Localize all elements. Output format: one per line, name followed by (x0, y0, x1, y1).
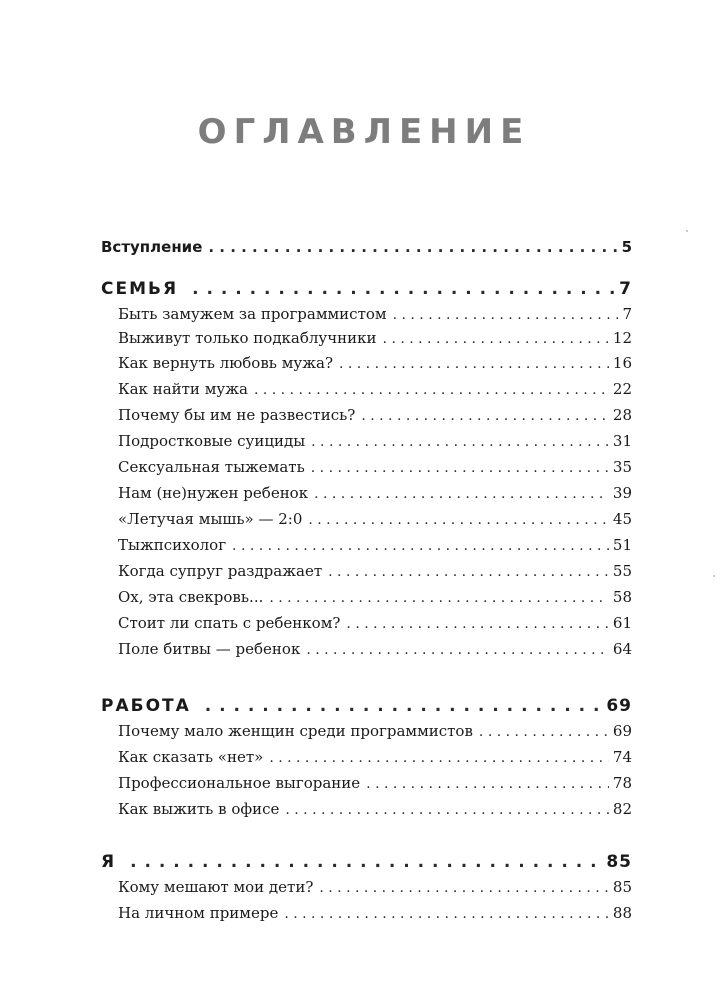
toc-entry[interactable] (118, 484, 632, 502)
toc-entry-title: Вступление (101, 238, 203, 256)
toc-entry-page: 5 (621, 238, 632, 256)
toc-entry-title: Нам (не)нужен ребенок (118, 484, 309, 502)
toc-entry[interactable] (118, 800, 632, 818)
dot-leader (254, 382, 609, 398)
toc-entry-title: Профессиональное выгорание (118, 774, 361, 792)
dot-leader (339, 356, 609, 372)
toc-entry-page: 28 (612, 406, 632, 424)
toc-section-title: РАБОТА (101, 696, 191, 716)
toc-entry-title: Стоит ли спать с ребенком? (118, 614, 341, 632)
toc-entry-intro[interactable] (101, 238, 632, 256)
dot-leader (306, 642, 609, 658)
toc-entry[interactable] (118, 432, 632, 450)
toc-entry[interactable] (118, 406, 632, 424)
toc-entry-title: Почему бы им не развестись? (118, 406, 356, 424)
toc-entry-page: 58 (612, 588, 632, 606)
toc-entry-page: 88 (612, 904, 632, 922)
toc-entry-page: 16 (612, 354, 632, 372)
dot-leader (383, 331, 609, 347)
toc-entry[interactable] (118, 380, 632, 398)
toc-entry[interactable] (118, 722, 632, 740)
toc-entry-title: Как выжить в офисе (118, 800, 280, 818)
toc-entry[interactable] (118, 562, 632, 580)
dot-leader (269, 750, 609, 766)
scan-speck (686, 230, 688, 232)
toc-entry-page: 39 (612, 484, 632, 502)
dot-leader (314, 486, 609, 502)
toc-entry-title: «Летучая мышь» — 2:0 (118, 510, 303, 528)
toc-entry-title: Как найти мужа (118, 380, 248, 398)
dot-leader (311, 434, 609, 450)
toc-entry-page: 78 (612, 774, 632, 792)
toc-entry-page: 85 (612, 878, 632, 896)
toc-section-title: Я (101, 852, 117, 872)
toc-entry-title: Кому мешают мои дети? (118, 878, 314, 896)
toc-entry[interactable] (118, 536, 632, 554)
dot-leader (285, 802, 609, 818)
dot-leader (130, 852, 602, 872)
toc-entry-page: 69 (612, 722, 632, 740)
dot-leader (479, 724, 609, 740)
toc-entry-page: 61 (612, 614, 632, 632)
toc-entry[interactable] (118, 878, 632, 896)
toc-section-title: СЕМЬЯ (101, 279, 179, 299)
toc-entry[interactable] (118, 510, 632, 528)
toc-entry-page: 64 (612, 640, 632, 658)
toc-entry-title: Когда супруг раздражает (118, 562, 323, 580)
toc-section-page: 7 (619, 279, 632, 299)
dot-leader (361, 408, 609, 424)
toc-entry-page: 55 (612, 562, 632, 580)
toc-entry-title: Быть замужем за программистом (118, 305, 387, 323)
toc-entry[interactable] (118, 640, 632, 658)
dot-leader (346, 616, 608, 632)
toc-entry-page: 31 (612, 432, 632, 450)
dot-leader (328, 564, 609, 580)
page-title: ОГЛАВЛЕНИЕ (197, 112, 531, 152)
toc-entry-title: Поле битвы — ребенок (118, 640, 301, 658)
toc-section-me[interactable] (101, 852, 632, 872)
toc-entry-page: 51 (612, 536, 632, 554)
toc-entry-title: Как сказать «нет» (118, 748, 264, 766)
toc-section-page: 85 (606, 852, 632, 872)
dot-leader (393, 307, 619, 323)
dot-leader (284, 906, 609, 922)
dot-leader (192, 279, 615, 299)
toc-entry-title: Сексуальная тыжемать (118, 458, 305, 476)
toc-entry-title: На личном примере (118, 904, 279, 922)
toc-entry-title: Ох, эта свекровь... (118, 588, 264, 606)
toc-entry[interactable] (118, 774, 632, 792)
toc-section-family[interactable] (101, 279, 632, 299)
toc-entry-page: 35 (612, 458, 632, 476)
toc-entry-page: 82 (612, 800, 632, 818)
dot-leader (319, 880, 609, 896)
dot-leader (311, 460, 609, 476)
dot-leader (232, 538, 609, 554)
toc-entry-page: 74 (612, 748, 632, 766)
toc-entry-title: Выживут только подкаблучники (118, 329, 377, 347)
toc-entry[interactable] (118, 458, 632, 476)
toc-entry[interactable] (118, 588, 632, 606)
dot-leader (308, 512, 609, 528)
dot-leader (269, 590, 609, 606)
toc-entry[interactable] (118, 748, 632, 766)
toc-entry-title: Подростковые суициды (118, 432, 306, 450)
toc-entry-title: Как вернуть любовь мужа? (118, 354, 333, 372)
toc-entry[interactable] (118, 614, 632, 632)
toc-entry[interactable] (118, 354, 632, 372)
toc-entry-page: 12 (612, 329, 632, 347)
dot-leader (208, 238, 617, 256)
toc-entry-title: Почему мало женщин среди программистов (118, 722, 473, 740)
toc-entry[interactable] (118, 904, 632, 922)
dot-leader (205, 696, 603, 716)
toc-section-work[interactable] (101, 696, 632, 716)
toc-entry[interactable] (118, 305, 632, 323)
toc-entry-title: Тыжпсихолог (118, 536, 227, 554)
toc-entry[interactable] (118, 329, 632, 347)
toc-section-page: 69 (606, 696, 632, 716)
toc-entry-page: 22 (612, 380, 632, 398)
toc-entry-page: 45 (612, 510, 632, 528)
toc-entry-page: 7 (622, 305, 632, 323)
scan-speck (713, 575, 715, 577)
dot-leader (366, 776, 609, 792)
